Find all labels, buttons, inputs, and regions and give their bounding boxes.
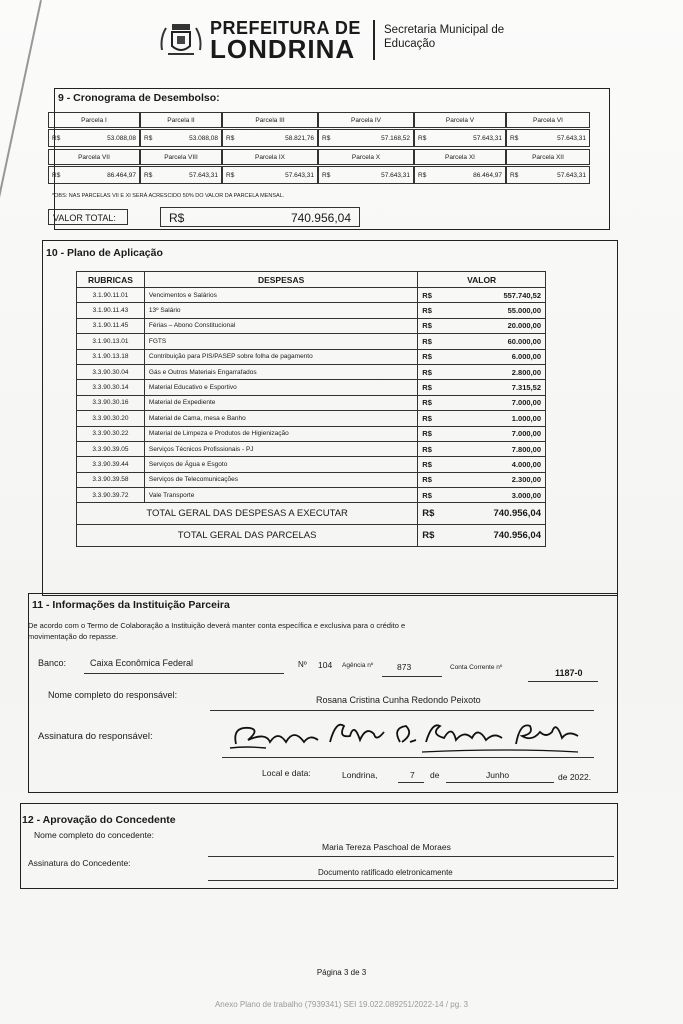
sei-footer: Anexo Plano de trabalho (7939341) SEI 19.022.089251/2022-14 / pg. 3 [214,1000,469,1009]
table-header-row [77,272,546,288]
table-row [77,349,546,364]
currency-cell: R$ [418,380,446,395]
parcel-value: R$ 58.821,76 [222,129,318,147]
currency-cell: R$ [418,288,446,303]
valor-cell: 60.000,00 [446,334,546,349]
total-parcelas-label: TOTAL GERAL DAS PARCELAS [77,525,418,547]
rubrica-cell: 3.3.90.39.58 [77,472,145,487]
agency-underline [382,676,442,677]
rubrica-cell: 3.3.90.30.22 [77,426,145,441]
table-row [77,441,546,456]
account-value: 1187-0 [555,668,583,678]
parcel-value: R$ 57.643,31 [318,166,414,184]
page-number: Página 3 de 3 [316,968,367,977]
parcel-value: R$ 53.088,08 [140,129,222,147]
section-10-title: 10 - Plano de Aplicação [46,247,163,259]
currency-cell: R$ [418,334,446,349]
despesa-cell: Serviços Técnicos Profissionais - PJ [144,441,417,456]
grantor-signature-value: Documento ratificado eletronicamente [318,868,453,877]
local-city: Londrina, [342,770,378,780]
parcel-values-row-1 [48,129,590,147]
parcel-label: Parcela VII [48,149,140,165]
responsible-name-value: Rosana Cristina Cunha Redondo Peixoto [316,695,481,705]
rubrica-cell: 3.3.90.30.04 [77,364,145,379]
signature-underline [222,757,594,758]
section-12-title: 12 - Aprovação do Concedente [22,814,176,826]
currency-cell: R$ [418,364,446,379]
table-row [77,303,546,318]
total-despesas-row [77,503,546,525]
rubrica-cell: 3.1.90.11.01 [77,288,145,303]
parcel-value: R$ 86.464,97 [414,166,506,184]
parcel-values-row-2 [48,166,590,184]
currency-cell: R$ [418,411,446,426]
grantor-signature-label: Assinatura do Concedente: [28,858,131,868]
despesa-cell: Contribuição para PIS/PASEP sobre folha de pagamento [144,349,417,364]
parcel-labels-row-2 [48,149,590,165]
currency-cell: R$ [418,525,446,547]
table-row [77,472,546,487]
despesa-cell: Material Educativo e Esportivo [144,380,417,395]
parcel-label: Parcela VIII [140,149,222,165]
bank-number-label: Nº [298,660,307,669]
month-underline [446,782,554,783]
currency-cell: R$ [418,472,446,487]
date-de: de [430,770,440,780]
despesa-cell: Material de Expediente [144,395,417,410]
rubrica-cell: 3.1.90.11.45 [77,318,145,333]
valor-cell: 7.000,00 [446,395,546,410]
valor-cell: 20.000,00 [446,318,546,333]
currency-cell: R$ [418,426,446,441]
grantor-name-value: Maria Tereza Paschoal de Moraes [322,842,451,852]
valor-cell: 2.800,00 [446,364,546,379]
header-rubricas: RUBRICAS [77,272,145,288]
despesa-cell: 13º Salário [144,303,417,318]
header-despesas: DESPESAS [144,272,417,288]
application-plan-table [76,271,546,547]
day-underline [398,782,424,783]
rubrica-cell: 3.1.90.13.18 [77,349,145,364]
despesa-cell: Vale Transporte [144,488,417,503]
table-row [77,380,546,395]
despesa-cell: Material de Cama, mesa e Banho [144,411,417,426]
account-underline [528,681,598,682]
parcel-label: Parcela IX [222,149,318,165]
section-11-title: 11 - Informações da Instituição Parceira [32,599,230,611]
parcel-label: Parcela XII [506,149,590,165]
table-row [77,411,546,426]
coat-of-arms-icon [158,20,204,60]
parcel-value: R$ 57.643,31 [506,129,590,147]
date-day: 7 [410,770,415,780]
header-divider [373,20,375,60]
table-row [77,364,546,379]
rubrica-cell: 3.3.90.30.14 [77,380,145,395]
rubrica-cell: 3.3.90.30.16 [77,395,145,410]
parcel-value: R$ 57.643,31 [414,129,506,147]
secretaria-line1: Secretaria Municipal de [384,24,505,36]
bank-value: Caixa Econômica Federal [90,658,194,668]
parcel-value: R$ 57.168,52 [318,129,414,147]
total-parcelas-value: 740.956,04 [446,525,546,547]
handwritten-signature [226,712,586,756]
valor-cell: 7.315,52 [446,380,546,395]
section-11-intro-line1: De acordo com o Termo de Colaboração a Instituição deverá manter conta específica e exclusiva para o crédito e [28,621,406,630]
total-despesas-label: TOTAL GERAL DAS DESPESAS A EXECUTAR [77,503,418,525]
parcel-value: R$ 57.643,31 [140,166,222,184]
parcel-label: Parcela V [414,112,506,128]
rubrica-cell: 3.3.90.39.05 [77,441,145,456]
parcel-label: Parcela II [140,112,222,128]
parcel-label: Parcela I [48,112,140,128]
despesa-cell: Vencimentos e Salários [144,288,417,303]
responsible-underline [210,710,594,711]
table-row [77,288,546,303]
parcel-label: Parcela X [318,149,414,165]
table-row [77,426,546,441]
rubrica-cell: 3.1.90.11.43 [77,303,145,318]
parcel-value: R$ 86.464,97 [48,166,140,184]
valor-cell: 2.300,00 [446,472,546,487]
valor-cell: 6.000,00 [446,349,546,364]
despesa-cell: Gás e Outros Materiais Engarrafados [144,364,417,379]
parcel-note: *OBS: NAS PARCELAS VII E XI SERÁ ACRESCIDO 50% DO VALOR DA PARCELA MENSAL. [52,193,285,199]
total-despesas-value: 740.956,04 [446,503,546,525]
parcel-label: Parcela IV [318,112,414,128]
account-label: Conta Corrente nº [450,664,503,671]
parcel-value: R$ 57.643,31 [506,166,590,184]
responsible-name-label: Nome completo do responsável: [48,690,178,700]
despesa-cell: Férias – Abono Constitucional [144,318,417,333]
despesa-cell: Serviços de Água e Esgoto [144,457,417,472]
currency-cell: R$ [418,395,446,410]
letterhead [158,14,558,66]
currency-cell: R$ [418,457,446,472]
valor-cell: 7.800,00 [446,441,546,456]
section-9-title: 9 - Cronograma de Desembolso: [58,92,220,104]
parcel-label: Parcela VI [506,112,590,128]
rubrica-cell: 3.3.90.39.72 [77,488,145,503]
local-date-label: Local e data: [262,768,311,778]
grantor-name-label: Nome completo do concedente: [34,830,155,840]
agency-value: 873 [397,662,412,672]
parcel-label: Parcela III [222,112,318,128]
currency-cell: R$ [418,441,446,456]
despesa-cell: FGTS [144,334,417,349]
currency-cell: R$ [418,488,446,503]
currency-cell: R$ [418,303,446,318]
rubrica-cell: 3.3.90.39.44 [77,457,145,472]
valor-cell: 4.000,00 [446,457,546,472]
parcel-label: Parcela XI [414,149,506,165]
valor-cell: 7.000,00 [446,426,546,441]
bank-underline [84,673,284,674]
table-row [77,395,546,410]
grantor-signature-underline [208,880,614,881]
header-title-line2: LONDRINA [210,34,356,64]
table-row [77,457,546,472]
responsible-signature-label: Assinatura do responsável: [38,731,153,742]
agency-label: Agência nº [342,662,374,669]
section-11-intro-line2: movimentação do repasse. [28,632,119,641]
date-month: Junho [486,770,510,780]
parcel-labels-row-1 [48,112,590,128]
parcel-value: R$ 57.643,31 [222,166,318,184]
valor-cell: 55.000,00 [446,303,546,318]
total-value-label: VALOR TOTAL: [48,209,128,225]
table-row [77,334,546,349]
date-year: de 2022. [558,772,592,782]
valor-cell: 3.000,00 [446,488,546,503]
currency-cell: R$ [418,318,446,333]
bank-label: Banco: [38,658,67,668]
rubrica-cell: 3.3.90.30.20 [77,411,145,426]
total-parcelas-row [77,525,546,547]
parcel-value: R$ 53.088,08 [48,129,140,147]
currency-cell: R$ [418,349,446,364]
table-row [77,318,546,333]
total-value-field: R$ 740.956,04 [160,207,360,227]
rubrica-cell: 3.1.90.13.01 [77,334,145,349]
header-valor: VALOR [418,272,546,288]
valor-cell: 557.740,52 [446,288,546,303]
bank-number-value: 104 [318,660,333,670]
grantor-name-underline [208,856,614,857]
secretaria-line2: Educação [384,38,436,50]
header-title-line1: PREFEITURA DE [210,18,361,38]
despesa-cell: Serviços de Telecomunicações [144,472,417,487]
valor-cell: 1.000,00 [446,411,546,426]
table-row [77,488,546,503]
despesa-cell: Material de Limpeza e Produtos de Higienização [144,426,417,441]
currency-cell: R$ [418,503,446,525]
